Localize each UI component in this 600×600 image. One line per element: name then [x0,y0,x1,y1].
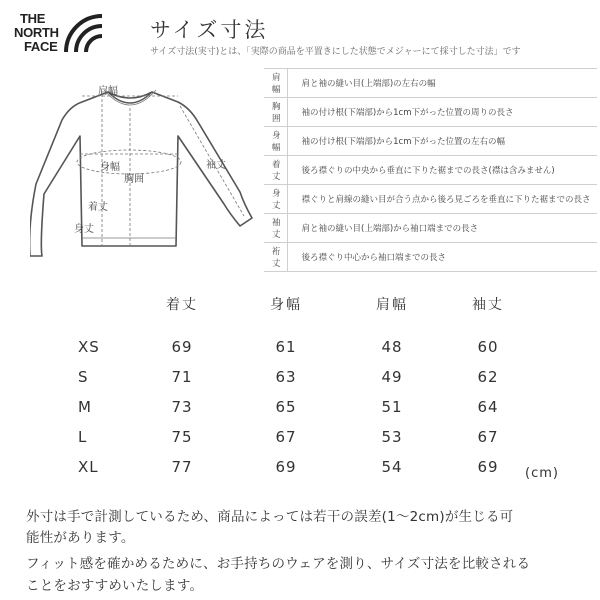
definition-row [264,127,597,156]
label-body-width: 身幅 [100,162,120,173]
size-value: 62 [477,368,499,386]
size-value: 61 [275,338,297,356]
definition-row [264,214,597,243]
size-value: 69 [477,458,499,476]
size-label: XL [78,458,99,476]
size-label: XS [78,338,100,356]
size-unit: (cm) [525,466,559,481]
size-value: 69 [171,338,193,356]
header-sleeve: 袖丈 [472,297,504,313]
definition-term: 袖丈 [264,214,287,243]
definition-term: 裄丈 [264,243,287,272]
note-line-2: 能性があります。 [26,530,135,546]
logo-line-3: FACE [24,39,58,54]
size-value: 71 [171,368,193,386]
definition-row [264,185,597,214]
note-line-1: 外寸は手で計測しているため、商品によっては若干の誤差(1〜2cm)が生じる可 [26,509,514,525]
page-title: サイズ寸法 [150,18,269,42]
label-sleeve: 袖丈 [206,160,226,171]
size-value: 51 [381,398,403,416]
size-value: 49 [381,368,403,386]
note-line-4: ことをおすすめいたします。 [26,578,204,594]
size-row [60,458,580,488]
header-shoulder: 肩幅 [376,297,408,313]
definition-desc: 肩と袖の縫い目(上端部)の左右の幅 [287,69,597,98]
definition-desc: 袖の付け根(下端部)から1cm下がった位置の左右の幅 [287,127,597,156]
definition-term: 身丈 [264,185,287,214]
size-value: 73 [171,398,193,416]
size-row [60,338,580,368]
logo-wordmark [14,12,59,54]
size-value: 67 [477,428,499,446]
size-label: L [78,428,88,446]
definition-term: 肩幅 [264,69,287,98]
size-value: 53 [381,428,403,446]
label-body-length: 身丈 [74,224,94,235]
logo-line-1: THE [20,11,46,26]
size-label: S [78,368,89,386]
definition-desc: 肩と袖の縫い目(上端部)から袖口端までの長さ [287,214,597,243]
label-length: 着丈 [88,202,108,213]
definition-desc: 後ろ襟ぐり中心から袖口端までの長さ [287,243,597,272]
size-value: 75 [171,428,193,446]
garment-diagram [30,74,270,274]
definition-row [264,243,597,272]
size-row [60,398,580,428]
label-chest: 胸囲 [124,174,144,185]
definition-row [264,156,597,185]
size-value: 63 [275,368,297,386]
header-body-width: 身幅 [270,297,302,313]
logo-arcs-icon [64,12,104,54]
size-row [60,428,580,458]
size-value: 65 [275,398,297,416]
size-value: 69 [275,458,297,476]
definition-desc: 袖の付け根(下端部)から1cm下がった位置の周りの長さ [287,98,597,127]
brand-logo [14,12,104,56]
size-value: 60 [477,338,499,356]
header-length: 着丈 [166,297,198,313]
definition-row [264,98,597,127]
size-value: 67 [275,428,297,446]
definition-row [264,69,597,98]
definition-term: 着丈 [264,156,287,185]
size-table-header [60,294,580,324]
note-line-3: フィット感を確かめるために、お手持ちのウェアを測り、サイズ寸法を比較される [26,556,531,572]
size-value: 77 [171,458,193,476]
logo-line-2: NORTH [14,25,59,40]
size-value: 64 [477,398,499,416]
size-label: M [78,398,92,416]
definition-desc: 後ろ襟ぐりの中央から垂直に下りた裾までの長さ(襟は含みません) [287,156,597,185]
definition-desc: 襟ぐりと肩線の縫い目が合う点から後ろ見ごろを垂直に下りた裾までの長さ [287,185,597,214]
size-row [60,368,580,398]
size-value: 54 [381,458,403,476]
definition-term: 身幅 [264,127,287,156]
page-subtitle: サイズ寸法(実寸)とは、「実際の商品を平置きにした状態でメジャーにて採寸した寸法」です [150,47,521,57]
size-value: 48 [381,338,403,356]
definition-term: 胸囲 [264,98,287,127]
label-shoulder: 肩幅 [98,86,118,97]
sweatshirt-illustration-icon [30,74,270,274]
definitions-table [264,68,597,272]
